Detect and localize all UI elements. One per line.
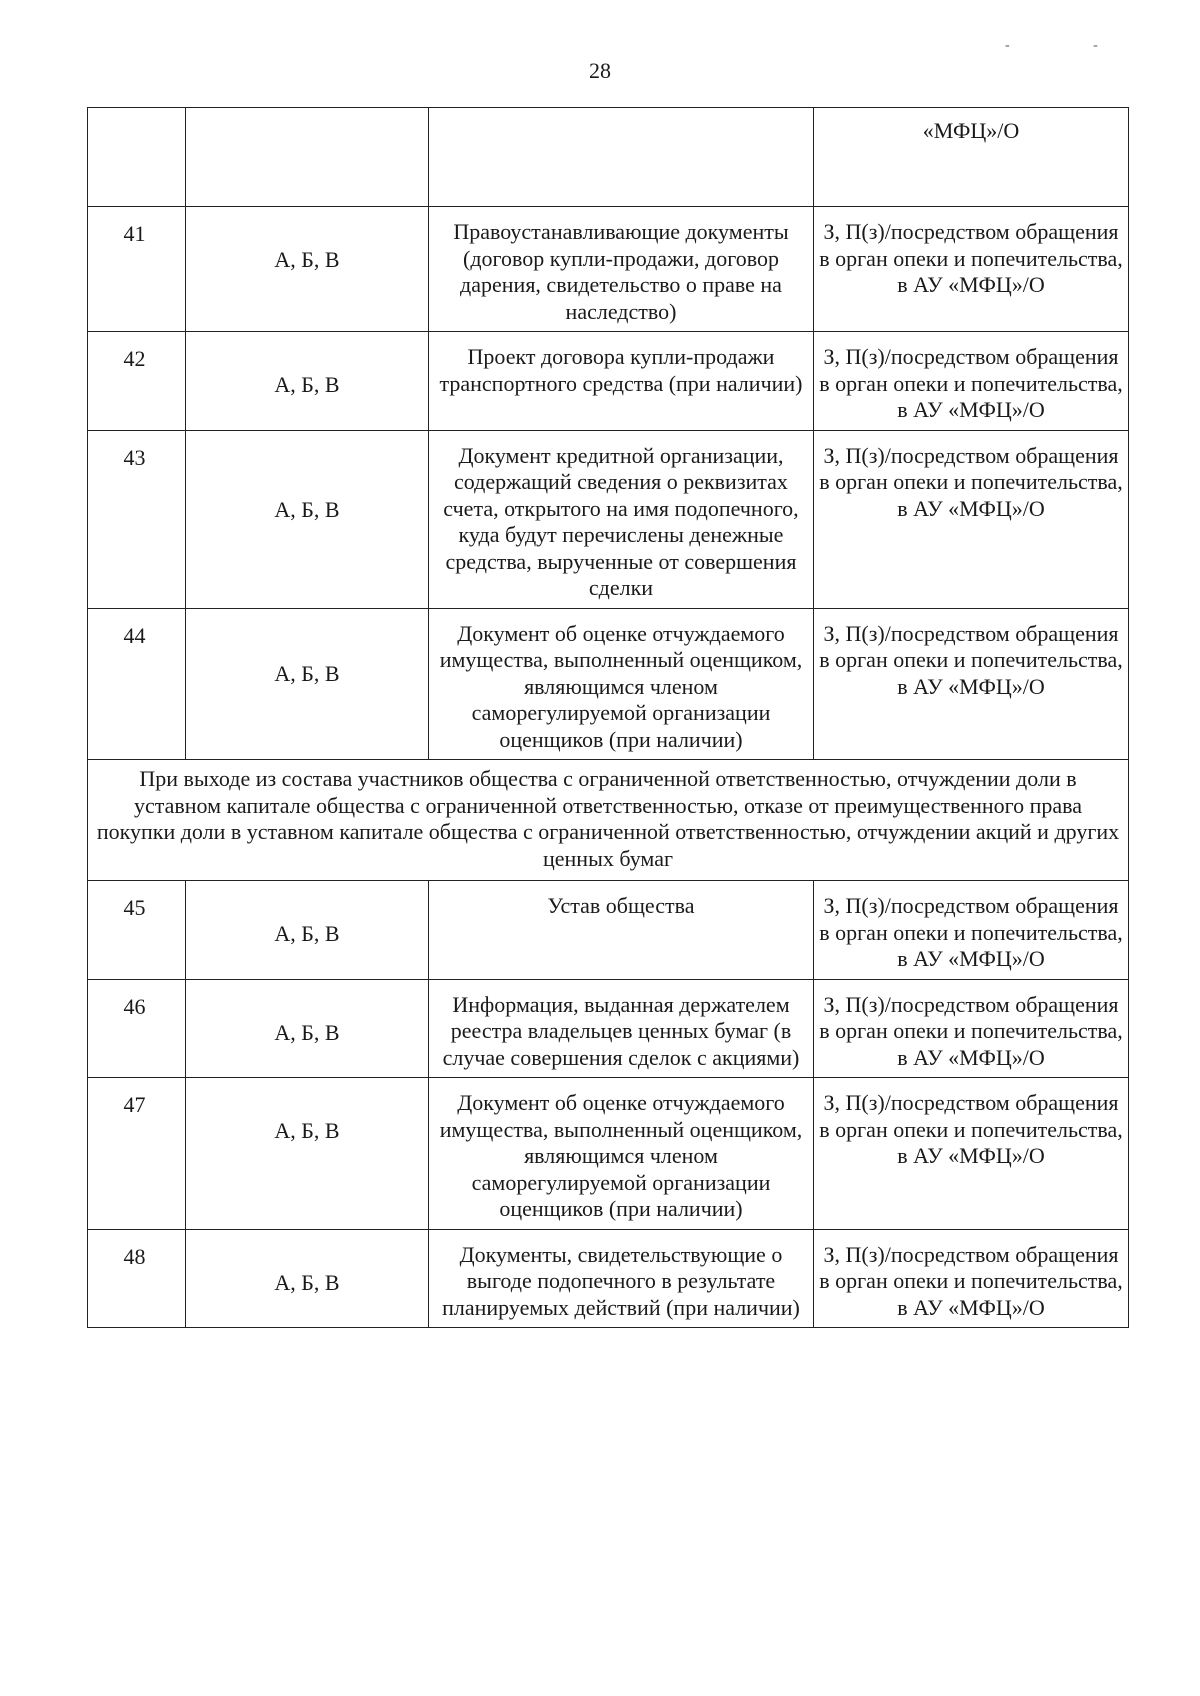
cell-way: З, П(з)/посредством обращения в орган опеки и попечительства, в АУ «МФЦ»/О [814, 608, 1129, 760]
cell-num: 42 [88, 332, 186, 431]
table-row [88, 332, 1129, 431]
table-row [88, 979, 1129, 1078]
cell-num: 48 [88, 1229, 186, 1328]
cell-category: А, Б, В [186, 207, 429, 332]
cell-num: 41 [88, 207, 186, 332]
cell-way: З, П(з)/посредством обращения в орган опеки и попечительства, в АУ «МФЦ»/О [814, 1229, 1129, 1328]
table-row [88, 608, 1129, 760]
cell-document: Правоустанавливающие документы (договор купли-продажи, договор дарения, свидетельство о праве на наследство) [429, 207, 814, 332]
cell-way: З, П(з)/посредством обращения в орган опеки и попечительства, в АУ «МФЦ»/О [814, 1078, 1129, 1230]
cell-way: З, П(з)/посредством обращения в орган опеки и попечительства, в АУ «МФЦ»/О [814, 207, 1129, 332]
cell-way: З, П(з)/посредством обращения в орган опеки и попечительства, в АУ «МФЦ»/О [814, 332, 1129, 431]
table-row-continuation [88, 108, 1129, 207]
cell-num: 46 [88, 979, 186, 1078]
section-heading-row [88, 760, 1129, 881]
scan-marks: - - [1005, 38, 1138, 53]
cell-document: Информация, выданная держателем реестра владельцев ценных бумаг (в случае совершения сделок с акциями) [429, 979, 814, 1078]
table-row [88, 1078, 1129, 1230]
table-row [88, 1229, 1129, 1328]
cell-category: А, Б, В [186, 332, 429, 431]
cell-document: Устав общества [429, 881, 814, 980]
documents-table [87, 107, 1129, 1328]
page-number: 28 [589, 58, 611, 83]
section-heading: При выходе из состава участников общества с ограниченной ответственностью, отчуждении доли в уставном капитале общества с ограниченной ответственностью, отказе от преимущественного права покупки доли в уставном капитале общества с ограниченной ответственностью, отчуждении акций и других ценных бумаг [88, 760, 1129, 881]
cell-num: 44 [88, 608, 186, 760]
cell-category: А, Б, В [186, 430, 429, 608]
cell-document: Проект договора купли-продажи транспортного средства (при наличии) [429, 332, 814, 431]
cell-way: З, П(з)/посредством обращения в орган опеки и попечительства, в АУ «МФЦ»/О [814, 430, 1129, 608]
cell-document [429, 108, 814, 207]
cell-num [88, 108, 186, 207]
documents-table-body [88, 108, 1129, 1328]
table-row [88, 881, 1129, 980]
cell-category [186, 108, 429, 207]
cell-category: А, Б, В [186, 608, 429, 760]
table-row [88, 430, 1129, 608]
cell-category: А, Б, В [186, 1078, 429, 1230]
cell-num: 45 [88, 881, 186, 980]
cell-num: 43 [88, 430, 186, 608]
cell-way: З, П(з)/посредством обращения в орган опеки и попечительства, в АУ «МФЦ»/О [814, 881, 1129, 980]
table-row [88, 207, 1129, 332]
cell-document: Документы, свидетельствующие о выгоде подопечного в результате планируемых действий (при наличии) [429, 1229, 814, 1328]
cell-document: Документ кредитной организации, содержащий сведения о реквизитах счета, открытого на имя подопечного, куда будут перечислены денежные средства, вырученные от совершения сделки [429, 430, 814, 608]
cell-category: А, Б, В [186, 979, 429, 1078]
cell-way: З, П(з)/посредством обращения в орган опеки и попечительства, в АУ «МФЦ»/О [814, 979, 1129, 1078]
cell-category: А, Б, В [186, 881, 429, 980]
cell-document: Документ об оценке отчуждаемого имущества, выполненный оценщиком, являющимся членом саморегулируемой организации оценщиков (при наличии) [429, 608, 814, 760]
cell-num: 47 [88, 1078, 186, 1230]
cell-document: Документ об оценке отчуждаемого имущества, выполненный оценщиком, являющимся членом саморегулируемой организации оценщиков (при наличии) [429, 1078, 814, 1230]
cell-way: «МФЦ»/О [814, 108, 1129, 207]
cell-category: А, Б, В [186, 1229, 429, 1328]
